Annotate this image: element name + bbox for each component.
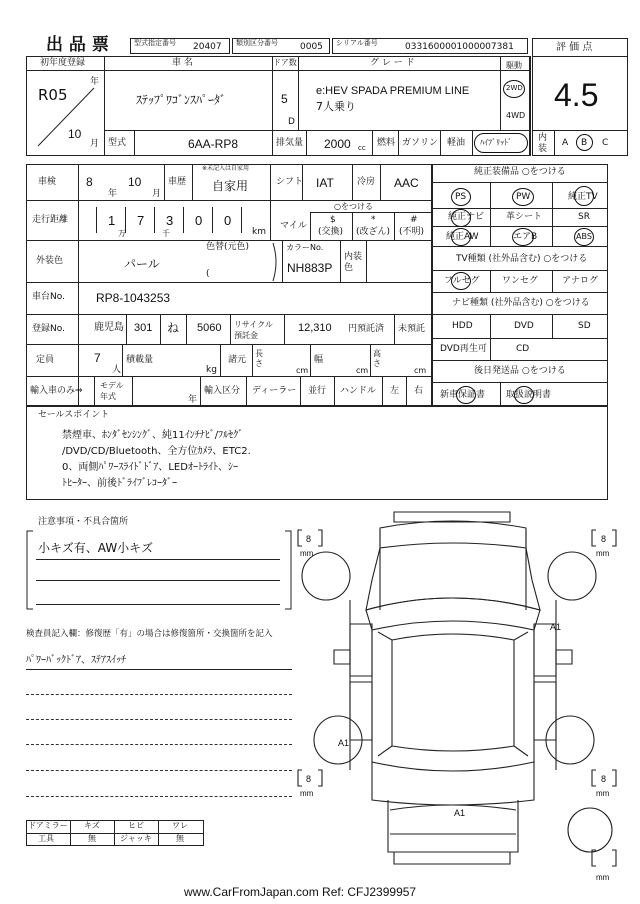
load-label: 積載量 bbox=[126, 355, 154, 365]
mark-tailgate: A1 bbox=[454, 808, 466, 818]
model-label: 型式 bbox=[108, 138, 127, 148]
shaken-month: 10 bbox=[128, 175, 142, 189]
selling-point-line-3: 0、両側ﾊﾟﾜｰｽﾗｲﾄﾞﾄﾞｱ、LEDｵｰﾄﾗｲﾄ、ｼｰ bbox=[62, 462, 238, 473]
tread-rl-unit: mm bbox=[300, 789, 314, 798]
displacement-value: 2000 bbox=[324, 137, 351, 151]
roof-shape bbox=[392, 634, 514, 751]
mile-label: マイル bbox=[280, 221, 307, 231]
dim-label: 諸元 bbox=[228, 355, 247, 365]
eq-leather: 革シート bbox=[506, 212, 543, 222]
mileage-digit-2: 7 bbox=[137, 213, 145, 228]
fuel-diesel: 軽油 bbox=[447, 138, 466, 148]
tool-none-2: 無 bbox=[176, 834, 184, 843]
tool-tools: 工具 bbox=[38, 834, 54, 843]
recycle-unpaid: 未預託 bbox=[398, 324, 426, 334]
wheel-front-right bbox=[548, 552, 596, 600]
left-mirror-shape bbox=[334, 650, 350, 664]
tread-rr: 8 bbox=[601, 774, 607, 784]
interior-c: C bbox=[602, 138, 609, 148]
sheet-title: 出 品 票 bbox=[46, 35, 109, 55]
mark-front-right-wheel: A1 bbox=[550, 622, 562, 632]
interior-a: A bbox=[562, 138, 569, 148]
navi-sd: SD bbox=[578, 321, 591, 331]
width-label: 幅 bbox=[314, 355, 324, 365]
model-year-unit: 年 bbox=[188, 395, 198, 405]
capacity-value: 7 bbox=[94, 351, 101, 365]
shaken-year-unit: 年 bbox=[108, 189, 118, 199]
length-label: 長さ bbox=[255, 349, 263, 368]
color-code-label: カラーNo. bbox=[286, 243, 324, 252]
shaken-month-unit: 月 bbox=[152, 189, 162, 199]
mileage-opt3-txt: (不明) bbox=[399, 227, 425, 237]
serial-label: シリアル番号 bbox=[336, 39, 378, 47]
rear-window-shape bbox=[372, 762, 534, 805]
eq-airbag: エアB bbox=[513, 232, 538, 242]
shaken-label: 車検 bbox=[38, 177, 57, 187]
handle-left: 左 bbox=[390, 386, 400, 396]
height-unit: cm bbox=[414, 366, 427, 375]
recycle-label: リサイクル預託金 bbox=[234, 320, 273, 340]
handle-right: 右 bbox=[414, 386, 424, 396]
use-label: 車歴 bbox=[168, 177, 187, 187]
first-reg-year-unit: 年 bbox=[90, 77, 100, 87]
recycle-value: 12,310 bbox=[298, 322, 332, 334]
front-grille-shape bbox=[380, 521, 526, 548]
color-label: 外装色 bbox=[36, 256, 64, 266]
reg-class: 301 bbox=[134, 322, 153, 334]
first-reg-month: 10 bbox=[68, 127, 82, 141]
mileage-label: 走行距離 bbox=[32, 215, 69, 225]
eq-navi: 純正ナビ bbox=[448, 212, 485, 222]
fuel-hybrid: ﾊｲﾌﾞﾘｯﾄﾞ bbox=[480, 138, 512, 147]
notes-bracket-left bbox=[26, 530, 34, 610]
first-reg-label: 初年度登録 bbox=[40, 58, 86, 68]
width-unit: cm bbox=[356, 366, 369, 375]
eq-sr: SR bbox=[578, 212, 590, 222]
reg-pref: 鹿児島 bbox=[94, 322, 124, 333]
tool-crack: ヒビ bbox=[128, 821, 144, 830]
grade-line1: e:HEV SPADA PREMIUM LINE bbox=[316, 85, 470, 97]
fuel-gas: ガソリン bbox=[402, 138, 439, 148]
mileage-opt2-sym: * bbox=[371, 215, 376, 225]
eq-tv: 純正TV bbox=[568, 192, 598, 202]
navi-dvd: DVD bbox=[514, 321, 534, 331]
later-title: 後日発送品 ○をつける bbox=[474, 366, 566, 376]
tv-analog: アナログ bbox=[562, 276, 599, 286]
later-warranty: 新車保証書 bbox=[440, 390, 486, 400]
import-parallel: 並行 bbox=[308, 386, 327, 396]
score-value: 4.5 bbox=[554, 77, 599, 113]
chassis-label: 車台No. bbox=[32, 292, 65, 302]
mileage-digit-1: 1 bbox=[108, 213, 116, 228]
notes-line-1: 小キズ有、AW小キズ bbox=[38, 541, 153, 555]
tv-title: TV種類 (社外品含む) ○をつける bbox=[456, 254, 588, 264]
recycle-status: 円預託済 bbox=[348, 324, 385, 334]
capacity-unit: 人 bbox=[112, 365, 122, 375]
mileage-opt2-txt: (改ざん) bbox=[356, 227, 391, 237]
left-doors-shape bbox=[350, 624, 372, 740]
eq-ps: PS bbox=[455, 192, 467, 202]
eq-abs: ABS bbox=[576, 232, 592, 241]
first-reg-year: R05 bbox=[38, 86, 68, 104]
mileage-km: km bbox=[252, 227, 266, 237]
tool-door-mirror: ドアミラー bbox=[28, 821, 68, 830]
inspector-line-1: ﾊﾟﾜｰﾊﾞｯｸﾄﾞｱ、ｽﾃｱｽｲｯﾁ bbox=[26, 655, 126, 666]
model-year-label: モデル年式 bbox=[100, 381, 124, 401]
footer-ref: www.CarFromJapan.com Ref: CFJ2399957 bbox=[184, 885, 417, 899]
grade-line2: 7人乗り bbox=[316, 100, 356, 113]
score-label: 評 価 点 bbox=[556, 42, 593, 53]
tread-rl: 8 bbox=[306, 774, 312, 784]
right-mirror-shape bbox=[556, 650, 572, 664]
navi-cd: CD bbox=[516, 344, 530, 354]
mileage-circle-note: ○をつける bbox=[334, 202, 373, 211]
use-value: 自家用 bbox=[212, 179, 249, 193]
tv-oneseg: ワンセグ bbox=[502, 276, 539, 286]
chassis-value: RP8-1043253 bbox=[96, 291, 171, 305]
eq-pw: PW bbox=[516, 192, 531, 202]
import-class-label: 輸入区分 bbox=[204, 386, 241, 396]
category-label: 類別区分番号 bbox=[236, 39, 278, 47]
mileage-opt1-txt: (交換) bbox=[318, 227, 344, 237]
mileage-digit-5: 0 bbox=[224, 213, 232, 228]
selling-point-line-4: ﾄﾋｰﾀｰ、前後ﾄﾞﾗｲﾌﾞﾚｺｰﾀﾞｰ bbox=[62, 478, 177, 489]
mileage-opt3-sym: # bbox=[410, 215, 418, 225]
displacement-label: 排気量 bbox=[276, 138, 304, 148]
reg-label: 登録No. bbox=[32, 324, 65, 334]
serial-value: 0331600001000007381 bbox=[405, 42, 514, 52]
mileage-digit-3: 3 bbox=[166, 213, 174, 228]
car-name-label: 車 名 bbox=[172, 58, 193, 68]
mark-rear-left-wheel: A1 bbox=[338, 738, 350, 748]
spare-wheel bbox=[568, 808, 612, 852]
capacity-label: 定員 bbox=[36, 355, 55, 365]
ac-value: AAC bbox=[394, 176, 419, 190]
type-cert-value: 20407 bbox=[193, 42, 222, 52]
mileage-sen: 千 bbox=[162, 229, 170, 238]
shift-label: シフト bbox=[276, 177, 304, 187]
interior-label: 内装 bbox=[538, 133, 548, 154]
color-bracket bbox=[272, 242, 280, 282]
tool-scratch: キズ bbox=[84, 821, 100, 830]
color-code-value: NH883P bbox=[287, 261, 333, 275]
notes-bracket-right bbox=[284, 530, 292, 610]
import-label: 輸入車のみ⇒ bbox=[30, 386, 83, 396]
tread-fl-unit: mm bbox=[300, 549, 314, 558]
first-reg-month-unit: 月 bbox=[90, 139, 100, 149]
car-diagram bbox=[294, 500, 634, 885]
length-unit: cm bbox=[296, 366, 309, 375]
windshield-shape bbox=[366, 598, 540, 630]
height-label: 高さ bbox=[373, 349, 381, 368]
shaken-year: 8 bbox=[86, 175, 93, 189]
load-unit: kg bbox=[206, 365, 217, 375]
color-value: パール bbox=[124, 257, 160, 271]
tread-fr: 8 bbox=[601, 534, 607, 544]
inspector-label: 検査員記入欄：修復歴「有」の場合は修復箇所・交換箇所を記入 bbox=[26, 629, 273, 639]
tread-spare-unit: mm bbox=[596, 873, 610, 882]
tool-break: ワレ bbox=[172, 821, 188, 830]
rear-bumper-shape bbox=[394, 852, 510, 864]
grade-label: グ レ ー ド bbox=[370, 58, 415, 68]
interior-color-label: 内装色 bbox=[344, 252, 363, 273]
drive-2wd: 2WD bbox=[506, 84, 523, 92]
car-diagram-svg bbox=[294, 500, 634, 885]
wheel-front-left bbox=[302, 552, 350, 600]
oem-title: 純正装備品 ○をつける bbox=[474, 167, 566, 177]
mileage-digit-4: 0 bbox=[195, 213, 203, 228]
tread-fr-unit: mm bbox=[596, 549, 610, 558]
car-name-value: ｽﾃｯﾌﾟﾜｺﾞﾝｽﾊﾟｰﾀﾞ bbox=[136, 93, 227, 107]
selling-points-label: セールスポイント bbox=[38, 410, 110, 420]
color-header: 色替(元色) bbox=[206, 242, 250, 252]
eq-aw: 純正AW bbox=[446, 232, 479, 242]
use-note: ※未記入は自家用 bbox=[202, 165, 250, 172]
displacement-unit: cc bbox=[358, 144, 366, 152]
tread-rr-unit: mm bbox=[596, 789, 610, 798]
doors-label: ドア数 bbox=[273, 58, 297, 67]
ac-label: 冷房 bbox=[357, 177, 376, 187]
doors-value: 5 bbox=[281, 92, 288, 106]
tv-fullseg: フルセグ bbox=[444, 276, 480, 286]
hood-shape bbox=[366, 548, 540, 610]
drive-4wd: 4WD bbox=[506, 111, 526, 120]
navi-hdd: HDD bbox=[452, 321, 473, 331]
selling-point-line-1: 禁煙車、ﾎﾝﾀﾞｾﾝｼﾝｸﾞ、純11ｲﾝﾁﾅﾋﾞ/ﾌﾙｾｸﾞ bbox=[62, 430, 244, 441]
import-dealer: ディーラー bbox=[252, 386, 297, 396]
navi-dvd-playback: DVD再生可 bbox=[440, 344, 487, 354]
mileage-opt1-sym: $ bbox=[330, 215, 336, 225]
fuel-label: 燃料 bbox=[377, 138, 396, 148]
type-cert-label: 型式指定番号 bbox=[134, 39, 176, 47]
model-value: 6AA-RP8 bbox=[188, 137, 239, 151]
shift-value: IAT bbox=[316, 176, 334, 190]
handle-label: ハンドル bbox=[340, 386, 377, 396]
later-manual: 取扱説明書 bbox=[506, 390, 552, 400]
category-value: 0005 bbox=[300, 42, 323, 52]
selling-point-line-2: /DVD/CD/Bluetooth、全方位ｶﾒﾗ、ETC2. bbox=[62, 446, 251, 457]
color-paren: ( bbox=[206, 269, 210, 279]
drive-label: 駆動 bbox=[506, 61, 522, 70]
notes-label: 注意事項・不具合箇所 bbox=[38, 517, 129, 527]
tread-fl: 8 bbox=[306, 534, 312, 544]
navi-title: ナビ種類 (社外品含む) ○をつける bbox=[452, 298, 590, 308]
interior-b: B bbox=[581, 138, 588, 148]
tool-none: 無 bbox=[88, 834, 96, 843]
tool-jack: ジャッキ bbox=[120, 834, 152, 843]
reg-kana: ね bbox=[167, 321, 180, 335]
doors-unit: D bbox=[288, 117, 295, 127]
mileage-man: 万 bbox=[118, 229, 126, 238]
reg-number: 5060 bbox=[197, 322, 222, 334]
